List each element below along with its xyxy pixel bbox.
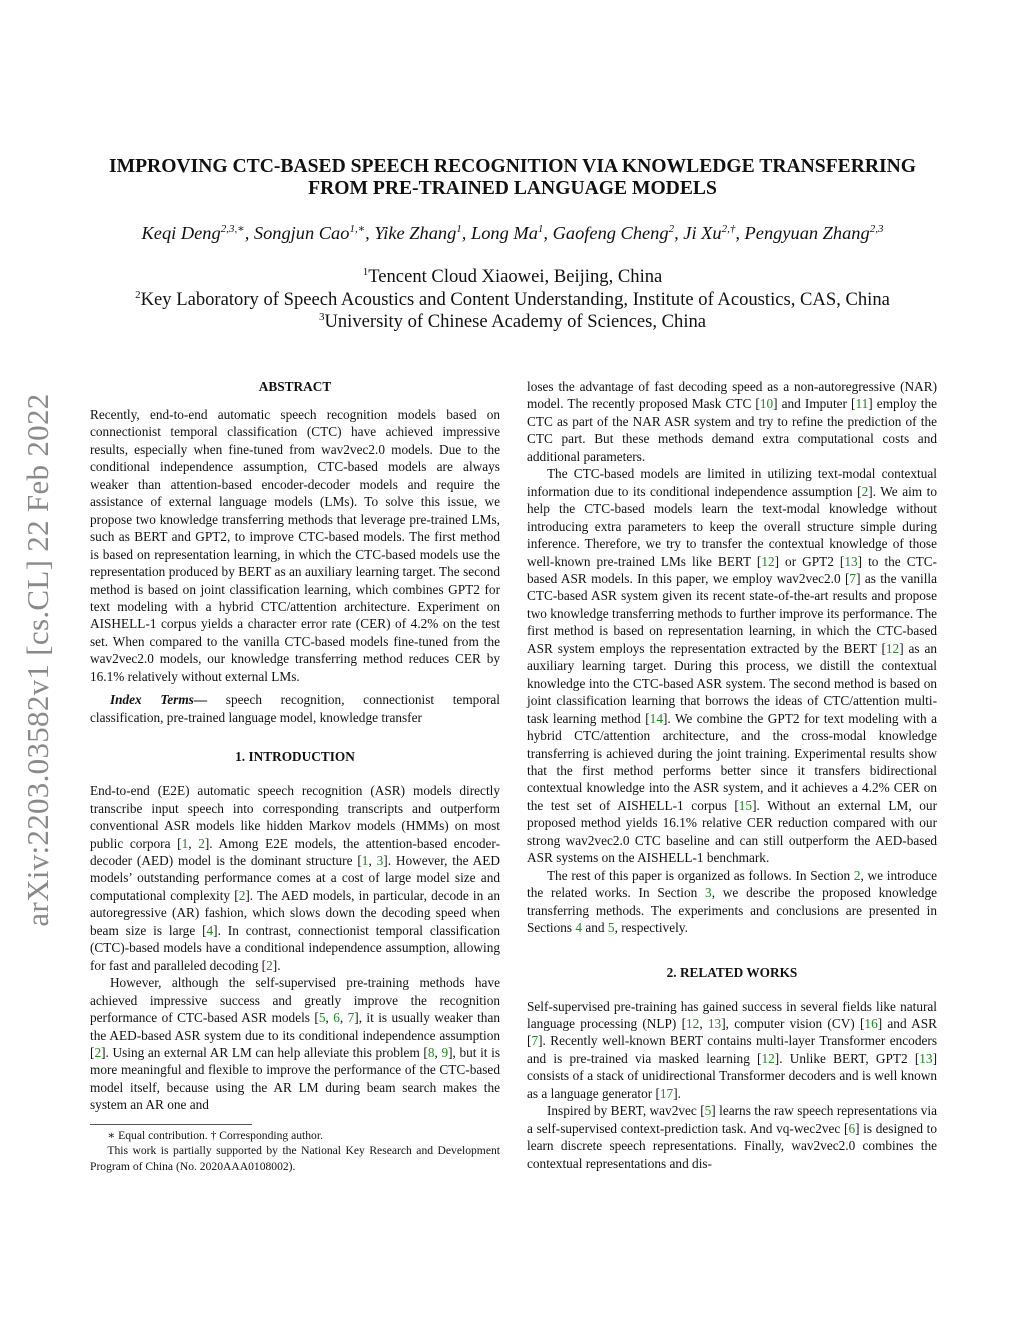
footnote-funding: This work is partially supported by the National Key Research and Development Program of China (No. 2020AAA0108002). <box>90 1144 500 1173</box>
author-affiliation-mark: 2 <box>668 223 675 235</box>
affiliation-mark: 2 <box>135 288 141 301</box>
citation-link[interactable]: 10 <box>759 396 774 412</box>
citation-link[interactable]: 8 <box>427 1044 435 1060</box>
citation-link[interactable]: 2 <box>266 957 273 973</box>
citation-link[interactable]: 13 <box>844 553 858 569</box>
paragraph-text: Inspired by BERT, wav2vec [ <box>546 1103 705 1119</box>
paragraph-text: ] employ the CTC as part of the NAR ASR system and try to refine the prediction of the CTC part. But these methods demand extra computational costs and additional parameters. <box>527 396 937 464</box>
footnote-contribution: ∗ Equal contribution. † Corresponding author. <box>107 1128 323 1142</box>
paragraph-text: , we describe the proposed knowledge transferring methods. The experiments and conclusions are presented in Sections <box>527 885 937 936</box>
affiliation-text: University of Chinese Academy of Sciences, China <box>324 311 707 332</box>
citation-link[interactable]: 2 <box>853 867 861 883</box>
citation-link[interactable]: 2 <box>238 887 246 903</box>
title-line-2: FROM PRE-TRAINED LANGUAGE MODELS <box>308 178 717 199</box>
paragraph-text: ] to the CTC-based ASR models. In this paper, we employ wav2vec2.0 [ <box>527 553 937 586</box>
author-affiliation-mark: 2,† <box>721 223 736 235</box>
paragraph-text: ]. Recently well-known BERT contains multi-layer Transformer encoders and is pre-trained via masked learning [ <box>527 1033 937 1066</box>
author-list: Keqi Deng$^{2,3,∗}$, Songjun Cao$^{1,∗}$, Yike Zhang$^1$, Long Ma$^1$, Gaofeng Cheng$^2$, Ji $Xu^{2,\dagger}$, Pengyuan Zhang$^{2,3}$ <box>141 223 884 243</box>
citation-link[interactable]: 7 <box>849 570 857 586</box>
citation-link[interactable]: 6 <box>848 1120 856 1136</box>
citation-link[interactable]: 17 <box>659 1085 674 1101</box>
citation-link[interactable]: 15 <box>738 797 753 813</box>
paragraph-text: ]. In contrast, connectionist temporal classification (CTC)-based models have a conditional independence assumption, allowing for fast and paralleled decoding [ <box>90 922 500 973</box>
citation-link[interactable]: 9 <box>441 1044 449 1060</box>
affiliation-line <box>80 289 945 312</box>
paragraph-text: End-to-end (E2E) automatic speech recognition (ASR) models directly transcribe input speech into corresponding transcripts and outperform conventional ASR models like hidden Markov models (HMMs) on most public corpora [ <box>90 783 500 851</box>
intro-heading: 1. INTRODUCTION <box>235 749 355 765</box>
intro-paragraph-4 <box>527 465 937 866</box>
paragraph-text: ]. <box>673 1085 681 1101</box>
paragraph-text: , we introduce the related works. In Section <box>527 867 937 901</box>
abstract-heading: ABSTRACT <box>258 379 332 394</box>
citation-link[interactable]: 7 <box>347 1010 355 1026</box>
citation-link[interactable]: 3 <box>705 885 712 901</box>
paragraph-text: , <box>368 852 377 868</box>
citation-link[interactable]: 5 <box>704 1103 712 1119</box>
paragraph-text: ], computer vision (CV) [ <box>721 1015 865 1031</box>
abstract-text: Recently, end-to-end automatic speech recognition models based on connectionist temporal classification (CTC) have achieved impressive results, especially when fine-tuned from wav2vec2.0 models. Due to the conditional independence assumption, CTC-based models are always weaker than attention-based encoder-decoder models and require the assistance of external language models (LMs). To solve this issue, we propose two knowledge transferring methods that leverage pre-trained LMs, such as BERT and GPT2, to improve CTC-based models. The first method is based on representation learning, in which the CTC-based models use the representation produced by BERT as an auxiliary learning target. The second method is based on joint classification learning, which combines GPT2 for text modeling with a hybrid CTC/attention architecture. Experiment on AISHELL-1 corpus yields a character error rate (CER) of 4.2% on the test set. When compared to the vanilla CTC-based models fine-tuned from the wav2vec2.0 models, our knowledge transferring method reduces CER by 16.1% relatively without external LMs. <box>90 407 500 684</box>
affiliations <box>80 266 945 334</box>
citation-link[interactable]: 2 <box>94 1044 102 1060</box>
paragraph-text: and <box>582 920 608 936</box>
paragraph-text: The rest of this paper is organized as follows. In Section <box>546 867 854 883</box>
citation-link[interactable]: 3 <box>376 852 384 868</box>
author-affiliation-mark: 1 <box>537 223 544 235</box>
related-paragraph-1 <box>527 998 937 1103</box>
paragraph-text: ]. The AED models, in particular, decode in an autoregressive (AR) fashion, which slows down the decoding speed when beam size is large [ <box>90 887 500 938</box>
citation-link[interactable]: 4 <box>206 922 214 938</box>
citation-link[interactable]: 12 <box>885 640 900 656</box>
intro-paragraph-2 <box>90 974 500 1114</box>
citation-link[interactable]: 2 <box>861 483 869 499</box>
citation-link[interactable]: 4 <box>575 920 583 936</box>
index-terms <box>90 691 500 726</box>
citation-link[interactable]: 12 <box>761 553 775 569</box>
author-name: Pengyuan Zhang <box>744 223 870 243</box>
paragraph-text: ] learns the raw speech representations via a self-supervised context-prediction task. And vq-wec2vec [ <box>527 1103 937 1136</box>
paragraph-text: However, although the self-supervised pre-training methods have achieved impressive success and greatly improve the recognition performance of CTC-based ASR models [ <box>90 975 500 1026</box>
paragraph-text: , <box>339 1010 348 1026</box>
citation-link[interactable]: 13 <box>919 1050 933 1066</box>
author-affiliation-mark: 1 <box>456 223 462 235</box>
author-name: Keqi Deng <box>141 223 221 243</box>
author-affiliation-mark: 1,∗ <box>349 223 366 235</box>
author-affiliation-mark: 2,3 <box>869 223 884 235</box>
citation-link[interactable]: 1 <box>181 835 189 851</box>
paragraph-text: ], but it is more meaningful and flexible to improve the performance of the CTC-based model itself, because using the AR LM during beam search makes the system an AR one and <box>90 1044 500 1113</box>
paragraph-text: ] and ASR [ <box>527 1015 937 1049</box>
citation-link[interactable]: 12 <box>686 1015 700 1031</box>
paragraph-text: , <box>188 835 199 851</box>
left-column <box>90 378 500 1175</box>
intro-paragraph-1 <box>90 782 500 974</box>
paragraph-text: ]. We combine the GPT2 for text modeling with a hybrid CTC/attention architecture, and the cross-modal knowledge transferring is achieved during the joint training. Experimental results show that the first method performs better since it transfers bidirectional contextual knowledge into the ASR system, and it achieves a 4.2% CER on the test set of AISHELL-1 corpus [ <box>527 710 937 813</box>
author-affiliation-mark: 2,3,∗ <box>220 223 245 235</box>
citation-link[interactable]: 14 <box>649 710 663 726</box>
author-name: Songjun Cao <box>253 223 350 243</box>
paragraph-text: ]. <box>272 957 281 973</box>
author-name: Yike Zhang <box>374 223 457 243</box>
intro-paragraph-5 <box>527 867 937 937</box>
affiliation-text: Tencent Cloud Xiaowei, Beijing, China <box>368 266 663 287</box>
paragraph-text: Self-supervised pre-training has gained success in several fields like natural language processing (NLP) [ <box>527 998 937 1031</box>
paragraph-text: , <box>699 1015 708 1031</box>
right-column <box>527 378 937 1172</box>
citation-link[interactable]: 5 <box>318 1010 326 1026</box>
citation-link[interactable]: 6 <box>333 1010 340 1026</box>
paragraph-text: , <box>325 1010 334 1026</box>
arxiv-stamp <box>8 360 68 960</box>
paragraph-text: ]. Among E2E models, the attention-based encoder-decoder (AED) model is the dominant structure [ <box>90 835 501 868</box>
intro-paragraph-3 <box>527 378 937 465</box>
paragraph-text: ]. We aim to help the CTC-based models learn the text-modal knowledge without introducing extra parameters to keep the overall structure simple during inference. Therefore, we try to transfer the contextual knowledge of those well-known pre-trained LMs like BERT [ <box>527 483 938 569</box>
arxiv-stamp-text: arXiv:2203.03582v1 [cs.CL] 22 Feb 2022 <box>20 393 55 927</box>
paragraph-text: ] and Imputer [ <box>773 396 856 412</box>
related-works-heading: 2. RELATED WORKS <box>666 964 798 980</box>
paragraph-text: loses the advantage of fast decoding speed as a non-autoregressive (NAR) model. The recently proposed Mask CTC [ <box>527 379 937 412</box>
affiliation-text: Key Laboratory of Speech Acoustics and Content Understanding, Institute of Acoustics, CAS, China <box>140 288 890 310</box>
paragraph-text: , respectively. <box>614 920 688 936</box>
paragraph-text: ] as an auxiliary learning target. During this process, we distill the contextual knowledge into the CTC-based ASR system. The second method is based on joint classification learning that borrows the ideas of CTC/attention multi-task learning method [ <box>527 640 937 726</box>
index-terms-label: Index Terms— <box>109 692 208 708</box>
citation-link[interactable]: 11 <box>855 396 869 412</box>
index-terms-text: speech recognition, connectionist temporal classification, pre-trained language model, knowledge transfer <box>90 692 500 725</box>
paragraph-text: ] as the vanilla CTC-based ASR system given its recent state-of-the-art results and propose two knowledge transferring methods to further improve its performance. The first method is based on representation learning, in which the CTC-based ASR system employs the representation extracted by the BERT [ <box>527 570 937 656</box>
citation-link[interactable]: 2 <box>198 835 205 851</box>
affiliation-mark: 3 <box>318 311 325 323</box>
related-paragraph-2 <box>527 1102 937 1172</box>
citation-link[interactable]: 16 <box>864 1015 878 1031</box>
paragraph-text: ], it is usually weaker than the AED-based ASR system due to its conditional independence assumption [ <box>90 1010 500 1060</box>
citation-link[interactable]: 5 <box>607 920 615 936</box>
paper-title <box>90 156 935 200</box>
title-line-1: IMPROVING CTC-BASED SPEECH RECOGNITION VIA KNOWLEDGE TRANSFERRING <box>108 156 917 177</box>
paragraph-text: ]. Using an external AR LM can help alleviate this problem [ <box>101 1044 428 1060</box>
paragraph-text: ] or GPT2 [ <box>774 553 845 569</box>
citation-link[interactable]: 7 <box>531 1033 539 1049</box>
affiliation-line <box>80 311 945 334</box>
paragraph-text: The CTC-based models are limited in utilizing text-modal contextual information due to its conditional independence assumption [ <box>527 466 937 499</box>
citation-link[interactable]: 1 <box>361 852 369 868</box>
affiliation-mark: 1 <box>362 266 369 278</box>
paragraph-text: , <box>434 1044 442 1060</box>
paragraph-text: ]. Without an external LM, our proposed method yields 16.1% relative CER reduction compared with our strong wav2vec2.0 CTC baseline and can still outperform the AED-based ASR systems on the AISHELL-1 benchmark. <box>527 797 937 866</box>
affiliation-line <box>80 266 945 289</box>
citation-link[interactable]: 13 <box>707 1015 722 1031</box>
paragraph-text: ]. However, the AED models’ outstanding performance comes at a cost of large model size and computational complexity [ <box>90 852 500 903</box>
citation-link[interactable]: 12 <box>761 1050 775 1066</box>
paragraph-text: ] is designed to learn discrete speech representations. Finally, wav2vec2.0 combines the contextual representations and dis- <box>527 1120 937 1171</box>
paragraph-text: ]. Unlike BERT, GPT2 [ <box>774 1050 920 1066</box>
paragraph-text: ] consists of a stack of unidirectional Transformer decoders and is well known as a language generator [ <box>527 1050 937 1101</box>
author-name: Gaofeng Cheng <box>552 223 669 243</box>
author-name: Long Ma <box>470 223 538 243</box>
author-name: Ji Xu <box>683 223 722 243</box>
